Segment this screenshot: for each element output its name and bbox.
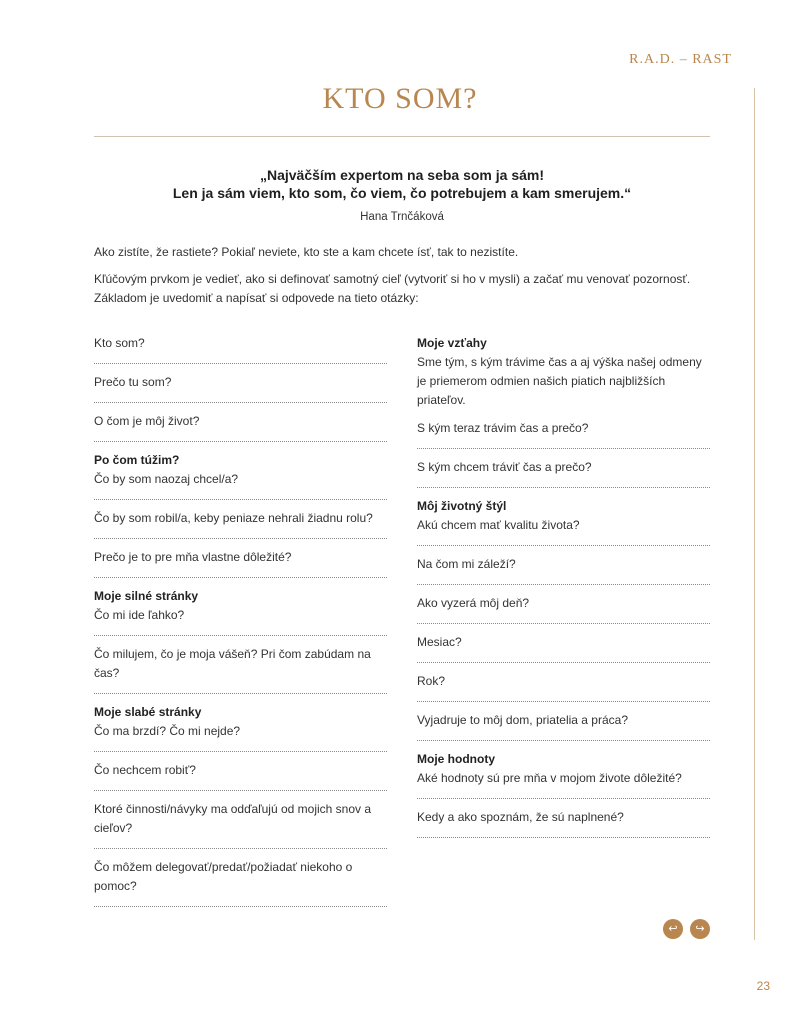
section-heading: Po čom túžim? [94,453,180,467]
question-item: Rok? [417,672,710,702]
question-item: Čo ma brzdí? Čo mi nejde? [94,722,387,752]
forward-arrow-icon[interactable]: ↪ [690,919,710,939]
question-item: Prečo tu som? [94,373,387,403]
back-arrow-icon[interactable]: ↩ [663,919,683,939]
question-item: Čo by som naozaj chcel/a? [94,470,387,500]
question-item: Čo milujem, čo je moja vášeň? Pri čom zabúdam na čas? [94,645,387,694]
section-heading: Moje vzťahy [417,336,487,350]
question-item: S kým teraz trávim čas a prečo? [417,419,710,449]
quote-block [94,166,710,202]
left-column [94,334,387,916]
quote-line-1: „Najväčším expertom na seba som ja sám! [259,167,545,183]
section-description: Sme tým, s kým trávime čas a aj výška našej odmeny je priemerom odmien našich piatich najbližších priateľov. [417,355,702,407]
right-column [417,334,710,847]
question-item: Čo môžem delegovať/predať/požiadať niekoho o pomoc? [94,858,387,907]
question-item: Čo mi ide ľahko? [94,606,387,636]
question-item: Čo nechcem robiť? [94,761,387,791]
intro-paragraph-1: Ako zistíte, že rastiete? Pokiaľ neviete, kto ste a kam chcete ísť, tak to nezistíte. [94,245,519,259]
intro-paragraph-2: Kľúčovým prvkom je vedieť, ako si definovať samotný cieľ (vytvoriť si ho v mysli) a začať mu venovať pozornosť. Základom je uvedomiť a napísať si odpovede na tieto otázky: [94,272,691,305]
quote-author: Hana Trnčáková [360,211,444,223]
question-item: Čo by som robil/a, keby peniaze nehrali žiadnu rolu? [94,509,387,539]
page-title: KTO SOM? [322,82,478,115]
section-tag: R.A.D. – RAST [629,52,732,67]
question-item: Kedy a ako spoznám, že sú naplnené? [417,808,710,838]
page-number: 23 [756,979,770,993]
margin-divider [754,88,755,940]
question-item: Aké hodnoty sú pre mňa v mojom živote dôležité? [417,769,710,799]
question-item: Mesiac? [417,633,710,663]
quote-line-2: Len ja sám viem, kto som, čo viem, čo potrebujem a kam smerujem.“ [172,185,632,201]
question-item: Vyjadruje to môj dom, priatelia a práca? [417,711,710,741]
question-item: Prečo je to pre mňa vlastne dôležité? [94,548,387,578]
question-item: Na čom mi záleží? [417,555,710,585]
section-heading: Môj životný štýl [417,499,507,513]
question-item: Akú chcem mať kvalitu života? [417,516,710,546]
question-item: Ako vyzerá môj deň? [417,594,710,624]
title-divider [94,136,710,137]
question-item: O čom je môj život? [94,412,387,442]
section-heading: Moje silné stránky [94,589,199,603]
question-item: S kým chcem tráviť čas a prečo? [417,458,710,488]
question-item: Kto som? [94,334,387,364]
section-heading: Moje hodnoty [417,752,495,766]
question-item: Ktoré činnosti/návyky ma odďaľujú od mojich snov a cieľov? [94,800,387,849]
section-heading: Moje slabé stránky [94,705,202,719]
